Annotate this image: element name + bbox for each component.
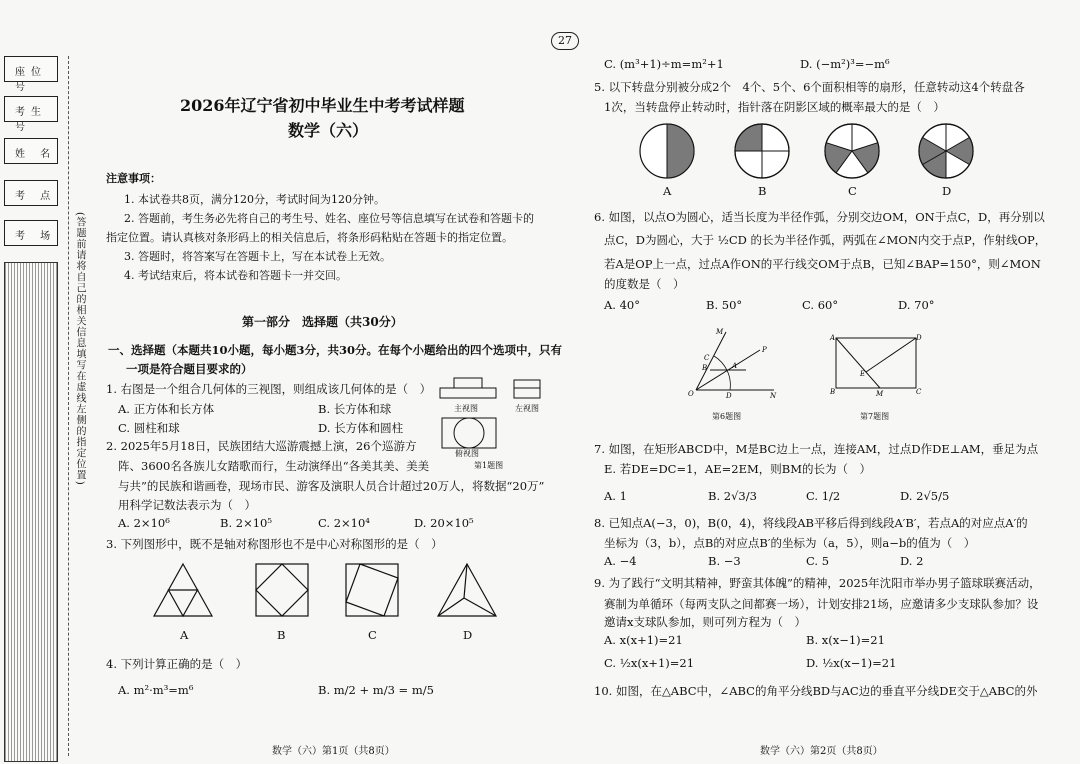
question-9-line1: 9. 为了践行“文明其精神，野蛮其体魄”的精神，2025年沈阳市举办男子篮球联赛活动， (594, 576, 1041, 590)
question-2-line1: 2. 2025年5月18日，民族团结大巡游震撼上演，26个巡游方 (106, 439, 417, 453)
question-6-line1: 6. 如图，以点O为圆心，适当长度为半径作弧，分别交边OM，ON于点C，D，再分别以 (594, 210, 1045, 224)
note-line: 4. 考试结束后，将本试卷和答题卡一并交回。 (124, 269, 347, 282)
svg-text:E: E (860, 370, 866, 378)
svg-text:C: C (704, 354, 710, 362)
section-heading: 一、选择题（本题共10小题，每小题3分，共30分。在每个小题给出的四个选项中，只有 (108, 343, 563, 357)
q9-option-c: C. ½x(x+1)=21 (604, 656, 695, 670)
figure-6 (686, 326, 776, 398)
hatched-area (4, 262, 58, 762)
exam-room-box: 考 场 (4, 220, 58, 246)
svg-text:D: D (916, 334, 922, 342)
svg-text:D: D (726, 392, 732, 400)
q2-option-c: C. 2×10⁴ (318, 516, 370, 530)
left-view-label: 左视图 (515, 404, 539, 413)
exam-title: 2026年辽宁省初中毕业生中考考试样题 (180, 96, 465, 115)
q9-option-a: A. x(x+1)=21 (604, 633, 683, 647)
spinner-a (638, 122, 696, 180)
svg-text:C: C (916, 388, 922, 396)
q9-option-b: B. x(x−1)=21 (806, 633, 885, 647)
q7-option-b: B. 2√3/3 (708, 489, 757, 503)
q3-label-a: A (180, 628, 189, 642)
figure-6-caption: 第6题图 (712, 412, 742, 421)
question-10: 10. 如图，在△ABC中，∠ABC的角平分线BD与AC边的垂直平分线DE交于△ABC的外 (594, 684, 1038, 698)
question-7-line2: E. 若DE=DC=1，AE=2EM，则BM的长为（ ） (604, 462, 871, 476)
q2-option-b: B. 2×10⁵ (220, 516, 272, 530)
note-line: 3. 答题时，将答案写在答题卡上，写在本试卷上无效。 (124, 250, 391, 263)
q6-option-b: B. 50° (706, 298, 743, 312)
exam-number-box: 考生号 (4, 96, 58, 122)
part-heading: 第一部分 选择题（共30分） (242, 315, 403, 329)
q3-shape-d (436, 562, 498, 618)
question-9-line2: 赛制为单循环（每两支队之间都赛一场），计划安排21场，应邀请多少支球队参加？设 (604, 597, 1039, 611)
q6-option-c: C. 60° (802, 298, 839, 312)
q1-three-views-figure (436, 376, 546, 466)
seat-number-box: 座位号 (4, 56, 58, 82)
figure-7 (828, 332, 922, 398)
q6-option-a: A. 40° (604, 298, 640, 312)
question-8-line2: 坐标为（3，b），点B的对应点B′的坐标为（a，5），则a−b的值为（ ） (604, 536, 976, 550)
question-2-line3: 与共”的民族和谐画卷，现场市民、游客及演职人员合计超过20万人，将数据“20万” (118, 479, 545, 493)
svg-text:N: N (770, 392, 777, 400)
front-view-label: 主视图 (454, 404, 478, 413)
svg-text:A: A (830, 334, 836, 342)
figure-7-caption: 第7题图 (860, 412, 890, 421)
question-8-line1: 8. 已知点A(−3，0)，B(0，4)，将线段AB平移后得到线段A′B′，若点A的对应点A′的 (594, 516, 1028, 530)
q3-shape-b (254, 562, 310, 618)
q3-shape-a (152, 562, 214, 618)
q3-label-d: D (463, 628, 473, 642)
question-2-line2: 阵、3600名各族儿女踏歌而行，生动演绎出“各美其美、美美 (118, 459, 430, 473)
svg-text:M: M (876, 390, 884, 398)
q4-option-b: B. m/2 + m/3 = m/5 (318, 683, 434, 697)
question-6-line3: 若A是OP上一点，过点A作ON的平行线交OM于点B，已知∠BAP=150°，则∠MON (604, 257, 1041, 271)
question-1: 1. 右图是一个组合几何体的三视图，则组成该几何体的是（ ） (106, 382, 432, 396)
spinner-label-a: A (663, 184, 672, 198)
question-7-line1: 7. 如图，在矩形ABCD中，M是BC边上一点，连接AM，过点D作DE⊥AM，垂足为点 (594, 442, 1039, 456)
spinner-d (917, 122, 975, 180)
q8-option-a: A. −4 (604, 554, 637, 568)
q1-option-b: B. 长方体和球 (318, 402, 392, 416)
q7-option-d: D. 2√5/5 (900, 489, 950, 503)
section-heading-cont: 一项是符合题目要求的） (126, 362, 253, 376)
note-line: 指定位置。请认真核对条形码上的相关信息后，将条形码粘贴在答题卡的指定位置。 (106, 231, 513, 244)
q1-option-a: A. 正方体和长方体 (118, 402, 215, 416)
q3-shape-c (344, 562, 400, 618)
q2-option-a: A. 2×10⁶ (118, 516, 170, 530)
q4-option-a: A. m²·m³=m⁶ (118, 683, 194, 697)
question-6-line2: 点C，D为圆心，大于 ½CD 的长为半径作弧，两弧在∠MON内交于点P，作射线OP， (604, 233, 1047, 247)
question-9-line3: 邀请x支球队参加，则可列方程为（ ） (604, 615, 806, 629)
q1-option-c: C. 圆柱和球 (118, 421, 180, 435)
notes-title: 注意事项： (106, 172, 161, 185)
cut-line (68, 56, 69, 756)
name-box: 姓 名 (4, 138, 58, 164)
exam-subtitle: 数学（六） (288, 121, 369, 140)
svg-text:P: P (762, 346, 767, 354)
note-line: 2. 答题前，考生务必先将自己的考生号、姓名、座位号等信息填写在试卷和答题卡的 (124, 212, 534, 225)
svg-text:A: A (732, 362, 738, 370)
left-page-footer: 数学（六）第1页（共8页） (272, 746, 395, 757)
spinner-b (733, 122, 791, 180)
top-view-label: 俯视图 (455, 449, 479, 458)
q8-option-d: D. 2 (900, 554, 924, 568)
q2-option-d: D. 20×10⁵ (414, 516, 474, 530)
spinner-c (823, 122, 881, 180)
figure-1-caption: 第1题图 (474, 461, 504, 470)
q7-option-a: A. 1 (604, 489, 627, 503)
q3-label-b: B (277, 628, 286, 642)
question-6-line4: 的度数是（ ） (604, 277, 685, 291)
q6-option-d: D. 70° (898, 298, 935, 312)
question-3: 3. 下列图形中，既不是轴对称图形也不是中心对称图形的是（ ） (106, 537, 443, 551)
q1-option-d: D. 长方体和圆柱 (318, 421, 404, 435)
right-page-footer: 数学（六）第2页（共8页） (760, 746, 883, 757)
spinner-label-c: C (848, 184, 857, 198)
q9-option-d: D. ½x(x−1)=21 (806, 656, 897, 670)
q3-label-c: C (368, 628, 377, 642)
binding-strip (0, 52, 58, 764)
note-line: 1. 本试卷共8页，满分120分，考试时间为120分钟。 (124, 193, 385, 206)
q7-option-c: C. 1/2 (806, 489, 841, 503)
exam-site-box: 考 点 (4, 180, 58, 206)
spinner-label-d: D (942, 184, 952, 198)
page-badge: 27 (551, 32, 579, 50)
q4-option-c: C. (m³+1)÷m=m²+1 (604, 57, 724, 71)
binding-note: (答题前请将自己的相关信息填写在虚线左侧的指定位置) (74, 212, 85, 486)
svg-text:B: B (830, 388, 836, 396)
spinner-label-b: B (758, 184, 767, 198)
question-4: 4. 下列计算正确的是（ ） (106, 657, 248, 671)
svg-text:O: O (688, 390, 694, 398)
svg-text:M: M (716, 328, 724, 336)
q4-option-d: D. (−m²)³=−m⁶ (800, 57, 890, 71)
question-2-line4: 用科学记数法表示为（ ） (118, 498, 256, 512)
svg-text:B: B (702, 364, 708, 372)
q8-option-b: B. −3 (708, 554, 741, 568)
question-5-line2: 1次，当转盘停止转动时，指针落在阴影区域的概率最大的是（ ） (604, 100, 945, 114)
q8-option-c: C. 5 (806, 554, 830, 568)
question-5-line1: 5. 以下转盘分别被分成2个 4个、5个、6个面积相等的扇形，任意转动这4个转盘各 (594, 80, 1025, 94)
